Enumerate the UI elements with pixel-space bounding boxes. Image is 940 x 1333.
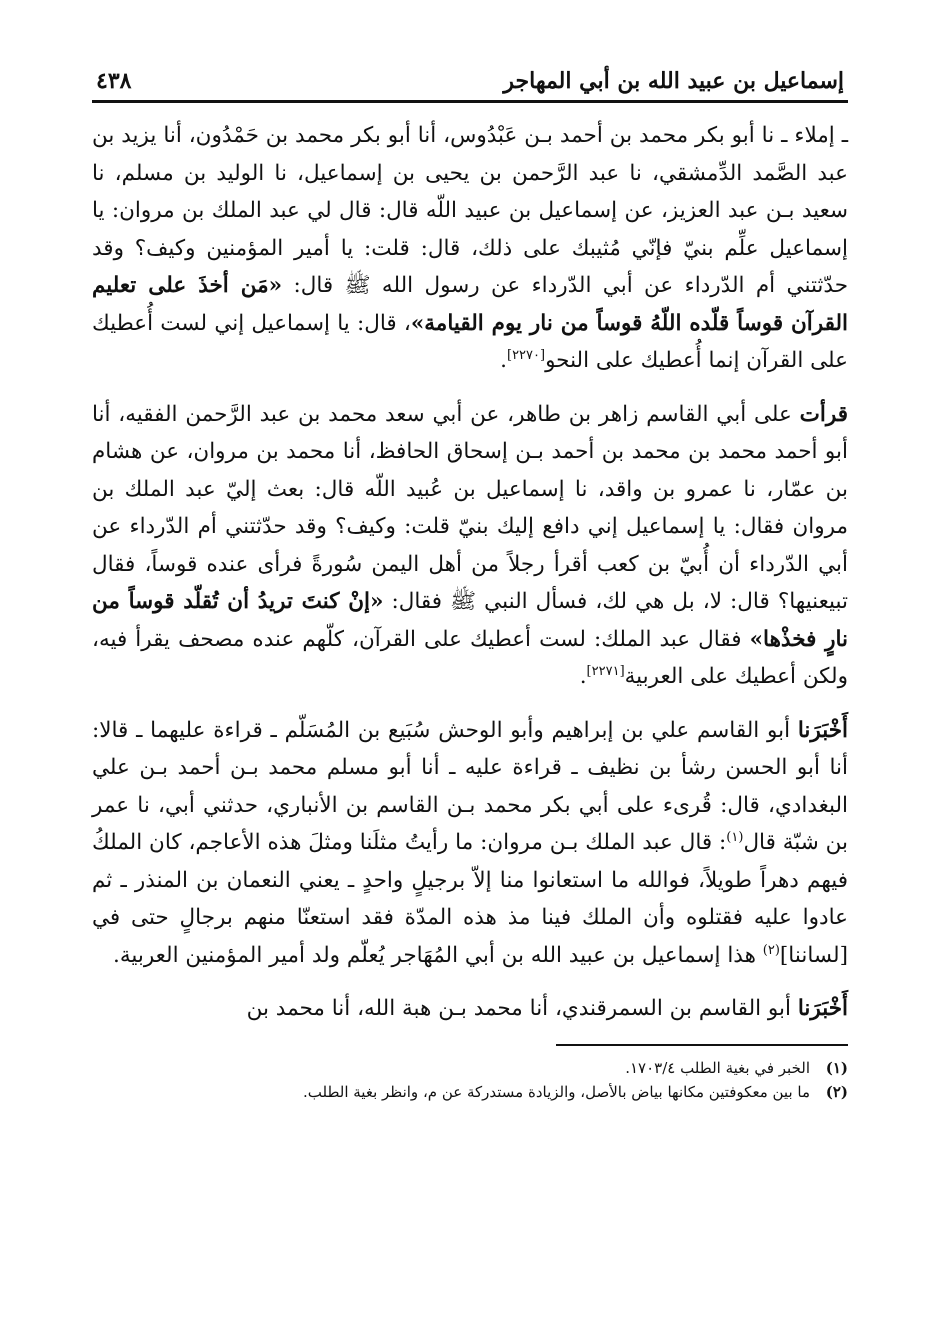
- page-number: ٤٣٨: [96, 68, 132, 94]
- paragraph-lead-word: أَخْبَرَنا: [797, 717, 848, 743]
- paragraph-4: [92, 990, 848, 1028]
- footnote-marker: (١): [726, 829, 744, 845]
- paragraph-lead-word: أَخْبَرَنا: [797, 996, 848, 1021]
- running-header: [92, 62, 848, 103]
- hadith-quote: «إنْ كنتَ تريدُ أن تُقلّد قوساً من نارٍ فخذْها»: [92, 589, 848, 652]
- hadith-number: [٢٢٧١]: [586, 663, 625, 679]
- main-text: [92, 117, 848, 1028]
- footnote-2: [92, 1080, 848, 1104]
- paragraph-text: على أبي القاسم زاهر بن طاهر، عن أبي سعد محمد بن عبد الرَّحمن الفقيه، أنا أبو أحمد محمد بن محمد بن أحمد بـن إسحاق الحافظ، أنا محمد بن مروان، عن هشام بن عمّار، نا عمرو بن واقد، نا إسماعيل بن عُبيد اللّه قال: بعث إليّ عبد الملك بن مروان فقال: يا إسماعيل إني دافع إليك بنيّ قلت: وكيف؟ وقد حدّثتني أم الدّرداء عن أبي الدّرداء أن أُبيّ بن كعب أقرأ رجلاً من أهل اليمن سُورةً فرأى عنده قوساً، فقال تبيعنيها؟ قال: لا، بل هي لك، فسأل النبي ﷺ فقال:: [92, 401, 848, 614]
- footnote-number: (٢): [825, 1082, 848, 1101]
- paragraph-2: قرأت على أبي القاسم زاهر بن طاهر، عن أبي سعد محمد بن عبد الرَّحمن الفقيه، أنا أبو أحمد محمد بن محمد بن أحمد بـن إسحاق الحافظ، أنا محمد بن مروان، عن هشام بن عمّار، نا عمرو بن واقد، نا إسماعيل بن عُبيد اللّه قال: بعث إليّ عبد الملك بن مروان فقال: يا إسماعيل إني دافع إليك بنيّ قلت: وكيف؟ وقد حدّثتني أم الدّرداء عن أبي الدّرداء أن أُبيّ بن كعب أقرأ رجلاً من أهل اليمن سُورةً فرأى عنده قوساً، فقال تبيعنيها؟ قال: لا، بل هي لك، فسأل النبي ﷺ فقال: «إنْ كنتَ تريدُ أن تُقلّد قوساً من نارٍ فخذْها» فقال عبد الملك: لست أعطيك على القرآن، كلّهم عنده مصحف يقرأ فيه، ولكن أعطيك على العربية[٢٢٧١].: [92, 401, 848, 689]
- paragraph-text: فقال عبد الملك: لست أعطيك على القرآن، كلّهم عنده مصحف يقرأ فيه، ولكن أعطيك على العربية: [92, 626, 848, 689]
- paragraph-lead-word: قرأت: [799, 401, 848, 427]
- paragraph-3: [92, 712, 848, 975]
- paragraph-text: أبو القاسم بن السمرقندي، أنا محمد بـن هبة الله، أنا محمد بن: [246, 996, 791, 1021]
- paragraph-1: ـ إملاء ـ نا أبو بكر محمد بن أحمد بـن عَبْدُوس، أنا أبو بكر محمد بن حَمْدُون، أنا يزيد بن عبد الصَّمد الدِّمشقي، نا عبد الرَّحمن بن يحيى بن إسماعيل، نا الوليد بن مسلم، نا سعيد بـن عبد العزيز، عن إسماعيل بن عبيد اللّه قال: قال لي عبد الملك بن مروان: يا إسماعيل علِّم بنيّ فإنّي مُثيبك على ذلك، قال: قلت: يا أمير المؤمنين وكيف؟ وقد حدّثتني أم الدّرداء عن أبي الدّرداء عن رسول الله ﷺ قال: «مَن أخذَ على تعليم القرآن قوساً قلّده اللّهُ قوساً من نار يوم القيامة»، قال: يا إسماعيل إني لست أُعطيك على القرآن إنما أُعطيك على النحو[٢٢٧٠].: [92, 123, 848, 373]
- footnote-text: الخبر في بغية الطلب ١٧٠٣/٤.: [625, 1058, 810, 1077]
- paragraph-text: ـ إملاء ـ نا أبو بكر محمد بن أحمد بـن عَبْدُوس، أنا أبو بكر محمد بن حَمْدُون، أنا يزيد بن عبد الصَّمد الدِّمشقي، نا عبد الرَّحمن بن يحيى بن إسماعيل، نا الوليد بن مسلم، نا سعيد بـن عبد العزيز، عن إسماعيل بن عبيد اللّه قال: قال لي عبد الملك بن مروان: يا إسماعيل علِّم بنيّ فإنّي مُثيبك على ذلك، قال: قلت: يا أمير المؤمنين وكيف؟ وقد حدّثتني أم الدّرداء عن أبي الدّرداء عن رسول الله ﷺ قال:: [92, 123, 848, 298]
- footnote-number: (١): [825, 1058, 848, 1077]
- paragraph-text: : قال عبد الملك بـن مروان: ما رأيتُ مثلَنا ومثلَ هذه الأعاجم، كان الملكُ فيهم دهراً طويلاً، فوالله ما استعانوا منا إلاّ برجيلٍ واحدٍ ـ يعني النعمان بن المنذر ـ ثم عادوا عليه فقتلوه وأن الملك فينا مذ هذه المدّة فقد استعنّا منهم برجالٍ حتى في [لساننا]: [92, 830, 848, 968]
- paragraph-text: ، قال: يا إسماعيل إني لست أُعطيك على القرآن إنما أُعطيك على النحو: [92, 310, 848, 373]
- paragraph-text: أبو القاسم علي بن إبراهيم وأبو الوحش سُبَيع بن المُسَلّم ـ قراءة عليهما ـ قالا: أنا أبو الحسن رشأ بن نظيف ـ قراءة عليه ـ أنا أبو مسلم محمد بـن أحمد بـن علي البغدادي، قال: قُرىء على أبي بكر محمد بـن القاسم بن الأنباري، حدثني أبي، نا عمر بن شبّة قال: [92, 717, 848, 855]
- hadith-quote: «مَن أخذَ على تعليم القرآن قوساً قلّده اللّهُ قوساً من نار يوم القيامة»: [92, 273, 848, 336]
- footnote-text: ما بين معكوفتين مكانها بياض بالأصل، والزيادة مستدركة عن م، وانظر بغية الطلب.: [302, 1082, 810, 1101]
- footnote-marker: (٢): [762, 942, 780, 958]
- running-title: إسماعيل بن عبيد الله بن أبي المهاجر: [503, 68, 844, 94]
- footnotes: [92, 1056, 848, 1104]
- hadith-number: [٢٢٧٠]: [506, 347, 546, 363]
- footnote-1: [92, 1056, 848, 1080]
- paragraph-text: هذا إسماعيل بن عبيد الله بن أبي المُهَاجر يُعلّم ولد أمير المؤمنين العربية.: [112, 942, 763, 968]
- footnote-divider: [556, 1044, 848, 1046]
